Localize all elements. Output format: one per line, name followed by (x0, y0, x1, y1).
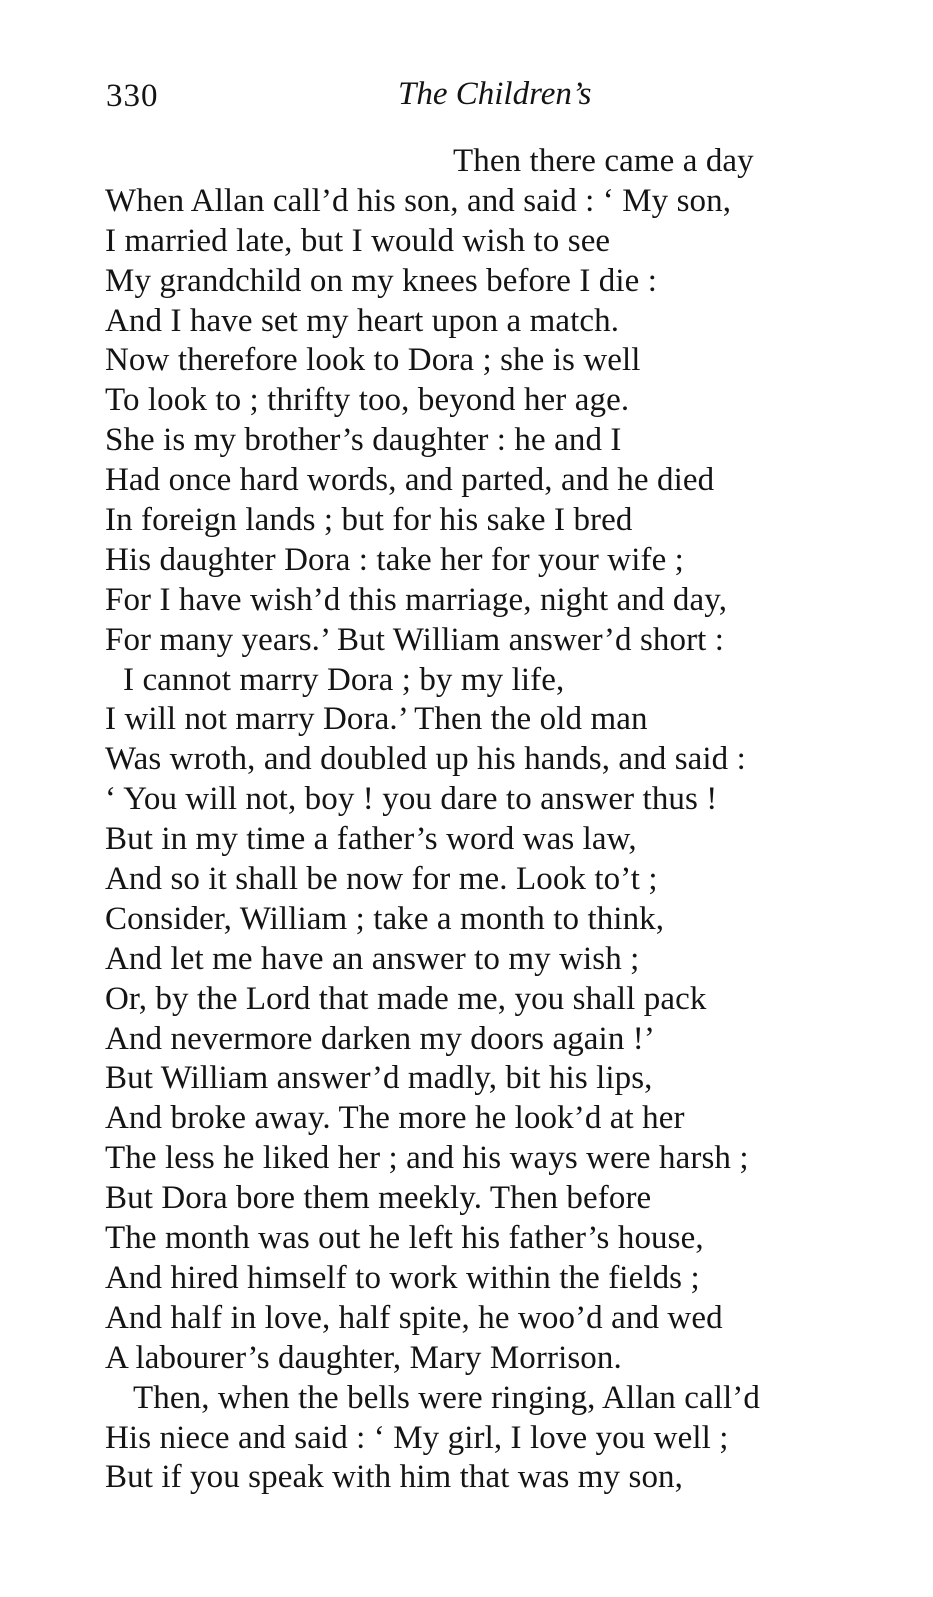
poem-line: His niece and said : ‘ My girl, I love you well ; (105, 1419, 729, 1456)
poem-line: His daughter Dora : take her for your wife ; (105, 541, 684, 578)
poem-line: But if you speak with him that was my son, (105, 1459, 683, 1496)
poem-line: I will not marry Dora.’ Then the old man (105, 701, 648, 738)
poem-line: And let me have an answer to my wish ; (105, 940, 640, 977)
poem-line: For I have wish’d this marriage, night and day, (105, 581, 728, 618)
poem-line: And hired himself to work within the fields ; (105, 1259, 700, 1296)
poem-line: And half in love, half spite, he woo’d and wed (105, 1299, 723, 1336)
poem-line: Or, by the Lord that made me, you shall pack (105, 980, 707, 1017)
poem-line: I married late, but I would wish to see (105, 222, 611, 259)
poem-line: For many years.’ But William answer’d short : (105, 621, 725, 658)
poem-line: A labourer’s daughter, Mary Morrison. (105, 1339, 622, 1376)
poem-line: In foreign lands ; but for his sake I bred (105, 502, 633, 539)
poem-line: Had once hard words, and parted, and he died (105, 462, 715, 499)
poem-line: My grandchild on my knees before I die : (105, 262, 658, 299)
poem-line: But Dora bore them meekly. Then before (105, 1180, 652, 1217)
poem-line: But in my time a father’s word was law, (105, 821, 637, 858)
poem-line: I cannot marry Dora ; by my life, (123, 661, 565, 698)
page-header (0, 72, 933, 122)
poem-line: And nevermore darken my doors again !’ (105, 1020, 655, 1057)
poem-text (105, 142, 905, 1498)
poem-line: Consider, William ; take a month to think, (105, 900, 665, 937)
poem-line: She is my brother’s daughter : he and I (105, 422, 622, 459)
poem-line: And I have set my heart upon a match. (105, 302, 620, 339)
poem-line: Now therefore look to Dora ; she is well (105, 342, 641, 379)
poem-line: Then there came a day (453, 143, 754, 179)
running-head: The Children’s (398, 76, 592, 112)
poem-line: And broke away. The more he look’d at her (105, 1100, 685, 1137)
poem-line: But William answer’d madly, bit his lips, (105, 1060, 653, 1097)
poem-line: To look to ; thrifty too, beyond her age. (105, 382, 630, 419)
poem-line: And so it shall be now for me. Look to’t ; (105, 861, 658, 898)
poem-line: The month was out he left his father’s house, (105, 1220, 704, 1257)
poem-line: When Allan call’d his son, and said : ‘ My son, (105, 182, 732, 219)
poem-line: Was wroth, and doubled up his hands, and said : (105, 741, 746, 778)
page-number: 330 (106, 78, 159, 114)
poem-line: The less he liked her ; and his ways were harsh ; (105, 1140, 749, 1177)
poem-line: ‘ You will not, boy ! you dare to answer thus ! (105, 781, 718, 818)
poem-line: Then, when the bells were ringing, Allan call’d (133, 1379, 760, 1416)
